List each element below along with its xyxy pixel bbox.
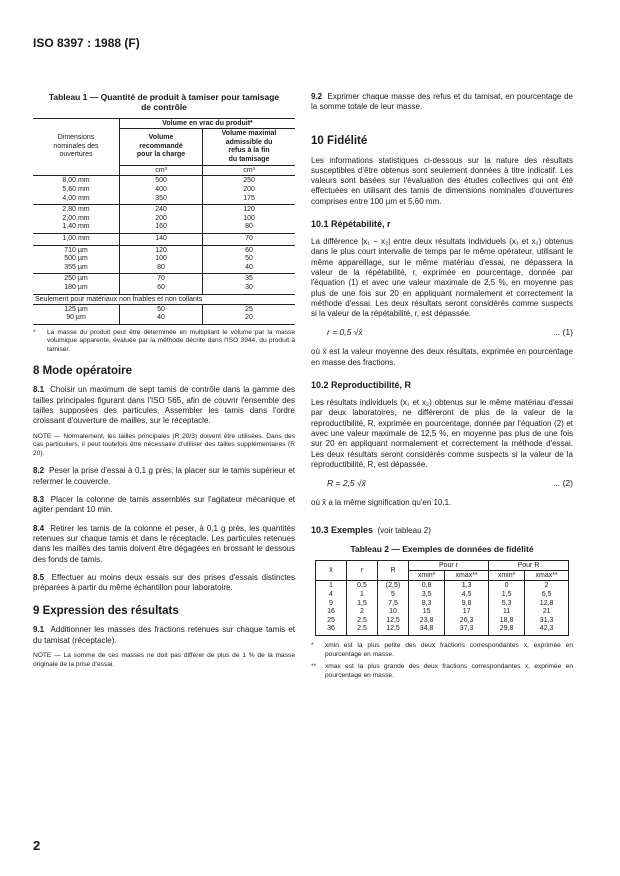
table2-col-xmin: xmin* bbox=[488, 571, 524, 581]
table1 bbox=[33, 118, 295, 325]
table2-col-r: r bbox=[347, 561, 378, 581]
table1-cell-dims: 8,00 mm 5,60 mm 4,00 mm bbox=[33, 176, 120, 205]
equation-2-where: où x̄ a la même signification qu'en 10.1. bbox=[311, 498, 452, 508]
table2-cell-r_xmax: 1,3 4,5 9,8 17 26,3 37,3 bbox=[445, 581, 489, 636]
section10-1-text: La différence |x₁ − x₂| entre deux résultats individuels (x₁ et x₂) obtenus dans le plus court intervalle de temps par le même opérateur, utilisant le même appareillage, sur le même matériau d'essai, ne dépassera la valeur de la répétabilité, r, exprimée en pourcentage, donnée par l'équation (1) et avec une valeur maximale de 2,5 %, en moyenne pas plus de une fois sur 20 en appliquant normalement et correctement la méthode d'essai. Les deux résultats seront considérés comme suspects si la valeur de la répétabilité, r, est dépassée. bbox=[311, 237, 573, 319]
table2-group-pour-R: Pour R bbox=[488, 561, 568, 571]
table1-cell-max: 120 100 80 bbox=[203, 205, 295, 234]
page-number: 2 bbox=[33, 838, 41, 853]
table1-cell-rec: 140 bbox=[120, 233, 203, 245]
table2-cell-R_xmin: 0 1,5 5,3 11 18,8 29,8 bbox=[488, 581, 524, 636]
table1-cell-rec: 50 40 bbox=[120, 304, 203, 324]
table1-col-recommended: Volume recommandé pour la charge bbox=[120, 129, 203, 166]
table1-cell-dims: 710 µm 500 µm 355 µm bbox=[33, 245, 120, 274]
table2-col-xmax: xmax** bbox=[525, 571, 569, 581]
note-8-1: NOTE — Normalement, les tailles principales (R 20/3) doivent être utilisées. Dans des cas particuliers, il peut toutefois être nécessaire d'utiliser des tailles supplémentaires (R 20). bbox=[33, 432, 295, 457]
left-column bbox=[33, 92, 295, 669]
para-9-2: 9.2 Exprimer chaque masse des refus et du tamisat, en pourcentage de la somme totale de leur masse. bbox=[311, 92, 573, 112]
para-8-3: 8.3 Placer la colonne de tamis assemblés sur l'agitateur mécanique et agiter pendant 10 min. bbox=[33, 495, 295, 515]
table1-cell-max: 70 bbox=[203, 233, 295, 245]
table1-cell-max: 60 50 40 bbox=[203, 245, 295, 274]
table1-unit: cm³ bbox=[203, 166, 295, 176]
section10-2-heading: 10.2 Reproductibilité, R bbox=[311, 380, 412, 391]
table1-footnote: * La masse du produit peut être déterminée en multipliant le volume par la masse volumique apparente, évaluée par la méthode décrite dans l'ISO 3944, du produit à tamiser. bbox=[33, 328, 295, 353]
para-8-4: 8.4 Retirer les tamis de la colonne et peser, à 0,1 g près, les quantités retenues sur chaque tamis et dans le réceptacle. Les particules retenues dans les mailles des tamis doivent être dégagées en brossant le dessous des fonds de tamis. bbox=[33, 523, 295, 564]
table1-note-row: Seulement pour matériaux non friables et non collants bbox=[33, 294, 295, 304]
equation-1-where: où x̄ est la valeur moyenne des deux résultats, exprimée en pourcentage en masse des fractions. bbox=[311, 347, 573, 367]
section10-heading: 10 Fidélité bbox=[311, 134, 368, 147]
table2 bbox=[315, 560, 569, 636]
table2-cell-xbar: 1 4 9 16 25 36 bbox=[316, 581, 347, 636]
equation-1: r = 0,5 √x̄ ... (1) bbox=[327, 327, 573, 338]
table2-col-R: R bbox=[378, 561, 409, 581]
table1-group-header: Volume en vrac du produit* bbox=[120, 119, 296, 129]
section8-heading: 8 Mode opératoire bbox=[33, 365, 133, 378]
table2-cell-R: (2,5) 5 7,5 10 12,5 12,5 bbox=[378, 581, 409, 636]
table2-cell-r_xmin: 0,8 3,5 8,3 15 23,8 34,8 bbox=[409, 581, 445, 636]
table2-footnote-1: * xmin est la plus petite des deux fractions correspondantes x, exprimée en pourcentage en masse. bbox=[311, 641, 573, 658]
table1-cell-rec: 120 100 80 bbox=[120, 245, 203, 274]
table2-footnote-2: ** xmax est la plus grande des deux fractions correspondantes x, exprimée en pourcentage en masse. bbox=[311, 663, 573, 679]
table1-col-dimensions: Dimensions nominales des ouvertures bbox=[33, 119, 120, 176]
table2-cell-R_xmax: 2 6,5 12,8 21 31,3 42,3 bbox=[525, 581, 569, 636]
section10-3-heading: 10.3 Exemples (voir tableau 2) bbox=[311, 525, 431, 536]
table1-title: Tableau 1 — Quantité de produit à tamiser pour tamisage de contrôle bbox=[48, 92, 280, 112]
equation-2: R = 2,5 √x̄ ... (2) bbox=[327, 478, 573, 489]
table2-col-xmin: xmin* bbox=[409, 571, 445, 581]
table2-col-xmax: xmax** bbox=[445, 571, 489, 581]
para-8-2: 8.2 Peser la prise d'essai à 0,1 g près, la placer sur le tamis supérieur et refermer le couvercle. bbox=[33, 466, 295, 486]
section10-2-text: Les résultats individuels (x₁ et x₂) obtenus sur le même matériau d'essai par deux laboratoires, ne différeront de plus de la valeur de la reproductibilité, R, exprimée en pourcentage, donnée par l'équation (2) et avec une valeur maximale de 12,5 %, en moyenne pas plus de une fois sur 20 en appliquant normalement et correctement la méthode d'essai. Les deux résultats seront considérés comme suspects si la valeur de la reproductibilité, R, est dépassée. bbox=[311, 398, 573, 469]
section10-intro: Les informations statistiques ci-dessous sur la nature des résultats susceptibles d'être obtenus sont seulement données à titre indicatif. Les valeurs sont basées sur l'évaluation des études collectives qui ont été effectuées en utilisant des tamis de dimensions nominales d'ouvertures comprises entre 100 µm et 5,60 mm. bbox=[311, 155, 573, 206]
para-9-1: 9.1 Additionner les masses des fractions retenues sur chaque tamis et du tamisat (réceptacle). bbox=[33, 625, 295, 645]
table1-cell-rec: 70 60 bbox=[120, 274, 203, 294]
right-column bbox=[311, 92, 573, 680]
table1-cell-rec: 500 400 350 bbox=[120, 176, 203, 205]
table1-cell-max: 25 20 bbox=[203, 304, 295, 324]
table1-cell-dims: 125 µm 90 µm bbox=[33, 304, 120, 324]
table1-unit: cm³ bbox=[120, 166, 203, 176]
table1-col-maximum: Volume maximal admissible du refus à la fin du tamisage bbox=[203, 129, 295, 166]
table2-group-pour-r: Pour r bbox=[409, 561, 489, 571]
table2-col-xbar: x̄ bbox=[316, 561, 347, 581]
note-9-1: NOTE — La somme de ces masses ne doit pas différer de plus de 1 % de la masse originale de la prise d'essai. bbox=[33, 652, 295, 668]
page-header: ISO 8397 : 1988 (F) bbox=[33, 36, 140, 50]
table2-cell-r: 0,5 1 1,5 2 2,5 2,5 bbox=[347, 581, 378, 636]
section10-1-heading: 10.1 Répétabilité, r bbox=[311, 219, 391, 230]
table1-cell-rec: 240 200 160 bbox=[120, 205, 203, 234]
section9-heading: 9 Expression des résultats bbox=[33, 605, 179, 618]
table1-cell-dims: 2,80 mm 2,00 mm 1,40 mm bbox=[33, 205, 120, 234]
table1-cell-dims: 250 µm 180 µm bbox=[33, 274, 120, 294]
table2-title: Tableau 2 — Exemples de données de fidélité bbox=[350, 544, 534, 555]
table1-cell-max: 250 200 175 bbox=[203, 176, 295, 205]
table1-cell-dims: 1,00 mm bbox=[33, 233, 120, 245]
table1-cell-max: 35 30 bbox=[203, 274, 295, 294]
para-8-5: 8.5 Effectuer au moins deux essais sur des prises d'essais distinctes préparées à partir du même échantillon pour laboratoire. bbox=[33, 572, 295, 593]
para-8-1: 8.1 Choisir un maximum de sept tamis de contrôle dans la gamme des tailles principales figurant dans l'ISO 565, afin de couvrir l'ensemble des tailles supposées des particules. Assembler les tamis dans l'ordre croissant d'ouverture de mailles, sur le réceptacle. bbox=[33, 385, 295, 426]
